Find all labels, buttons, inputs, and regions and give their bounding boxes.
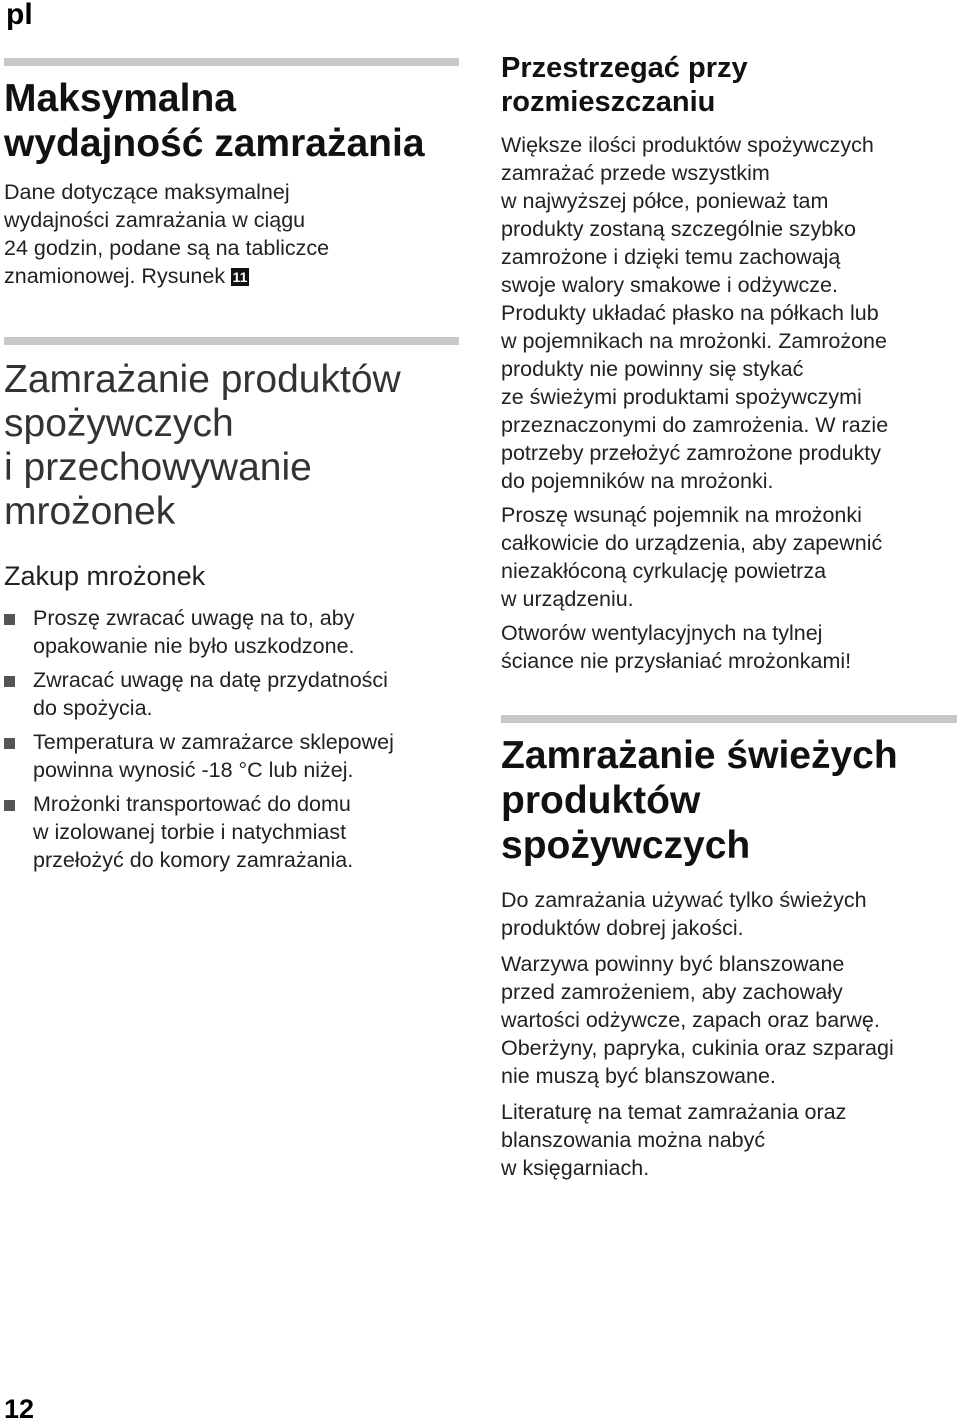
list-item: Mrożonki transportować do domu w izolowanej torbie i natychmiast przełożyć do komory zamrażania.	[4, 790, 459, 874]
left-column	[4, 0, 459, 880]
buying-frozen-subtitle: Zakup mrożonek	[4, 561, 206, 591]
list-item: Zwracać uwagę na datę przydatności do spożycia.	[4, 666, 459, 722]
paragraph: Większe ilości produktów spożywczych zamrażać przede wszystkim w najwyższej półce, ponieważ tam produkty zostaną szczególnie szybko zamrożone i dzięki temu zachowają swoje walory smakowe i odżywcze. Produkty układać płasko na półkach lub w pojemnikach na mrożonki. Zamrożone produkty nie powinny się stykać ze świeżymi produktami spożywczymi przeznaczonymi do zamrożenia. W razie potrzeby przełożyć zamrożone produkty do pojemników na mrożonki.	[501, 133, 889, 493]
paragraph: Otworów wentylacyjnych na tylnej ściance nie przysłaniać mrożonkami!	[501, 621, 852, 673]
square-bullet-icon	[4, 800, 15, 811]
page-number: 12	[4, 1394, 35, 1424]
square-bullet-icon	[4, 676, 15, 687]
list-item: Temperatura w zamrażarce sklepowej powinna wynosić -18 °C lub niżej.	[4, 728, 459, 784]
placement-title: Przestrzegać przy rozmieszczaniu	[501, 52, 748, 118]
placement-text	[501, 131, 957, 675]
list-item: Proszę zwracać uwagę na to, aby opakowanie nie było uszkodzone.	[4, 604, 459, 660]
fresh-freezing-title: Zamrażanie świeżych produktów spożywczych	[501, 734, 898, 867]
language-code: pl	[6, 0, 33, 31]
max-freezing-text: Dane dotyczące maksymalnej wydajności zamrażania w ciągu 24 godzin, podane są na tabliczce znamionowej. Rysunek 11	[4, 180, 330, 288]
fresh-freezing-text	[501, 886, 957, 1182]
paragraph: Warzywa powinny być blanszowane przed zamrożeniem, aby zachowały wartości odżywcze, zapach oraz barwę. Oberżyny, papryka, cukinia oraz szparagi nie muszą być blanszowane.	[501, 952, 894, 1088]
square-bullet-icon	[4, 614, 15, 625]
buying-tips-list	[4, 604, 459, 874]
paragraph: Do zamrażania używać tylko świeżych produktów dobrej jakości.	[501, 888, 867, 940]
paragraph: Literaturę na temat zamrażania oraz blanszowania można nabyć w księgarniach.	[501, 1100, 847, 1180]
square-bullet-icon	[4, 738, 15, 749]
section-rule	[501, 715, 957, 723]
max-freezing-title: Maksymalna wydajność zamrażania	[4, 77, 425, 165]
section-rule	[4, 337, 459, 345]
freezing-storage-title: Zamrażanie produktów spożywczych i przechowywanie mrożonek	[4, 358, 401, 533]
figure-reference-badge: 11	[232, 269, 248, 285]
right-column	[501, 0, 957, 1182]
section-rule	[4, 58, 459, 66]
paragraph: Proszę wsunąć pojemnik na mrożonki całkowicie do urządzenia, aby zapewnić niezakłóconą cyrkulację powietrza w urządzeniu.	[501, 503, 883, 611]
